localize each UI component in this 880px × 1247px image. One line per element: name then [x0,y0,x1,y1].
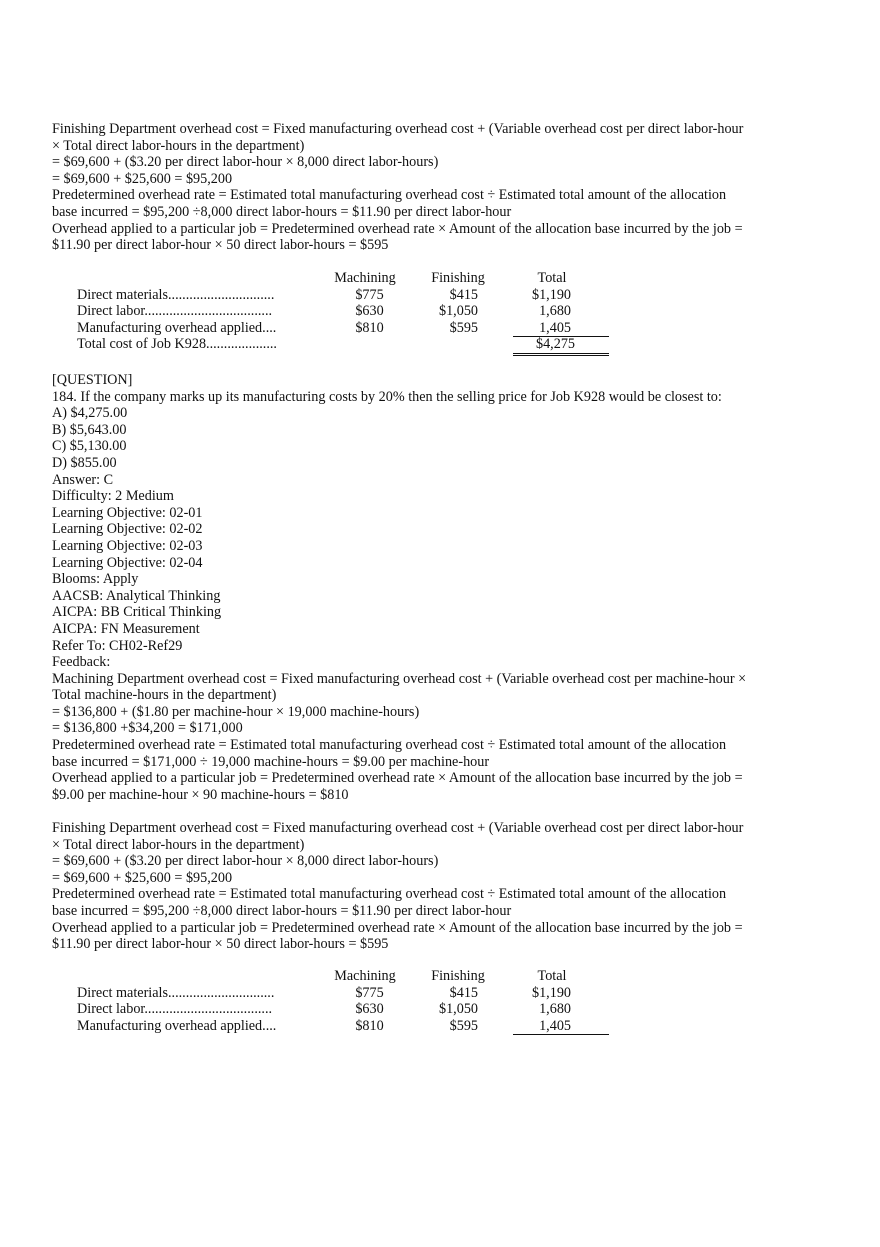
text-line: Predetermined overhead rate = Estimated total manufacturing overhead cost ÷ Estimated total amount of the allocation [52,187,727,204]
text-line: $9.00 per machine-hour × 90 machine-hours = $810 [52,786,349,803]
learning-objective: Learning Objective: 02-01 [52,504,203,521]
text-line: Predetermined overhead rate = Estimated total manufacturing overhead cost ÷ Estimated total amount of the allocation [52,737,727,754]
total-value: 1,680 [539,303,571,320]
header-finishing: Finishing [431,968,485,984]
text-line: base incurred = $95,200 ÷8,000 direct labor-hours = $11.90 per direct labor-hour [52,203,512,220]
total-value: 1,405 [539,1017,571,1034]
aicpa-fn: AICPA: FN Measurement [52,620,200,637]
text-line: $11.90 per direct labor-hour × 50 direct labor-hours = $595 [52,237,389,254]
learning-objective: Learning Objective: 02-03 [52,537,203,554]
row-label: Manufacturing overhead applied.... [77,319,277,336]
row-label: Manufacturing overhead applied.... [77,1017,277,1034]
total-value: 1,680 [539,1001,571,1018]
machining-value: $630 [355,303,384,320]
table-row [0,287,880,304]
text-line: = $136,800 +$34,200 = $171,000 [52,720,243,737]
table-row [0,1018,880,1035]
total-value: $1,190 [531,286,571,303]
total-value: $1,190 [531,984,571,1001]
header-machining: Machining [334,968,396,984]
feedback-label: Feedback: [52,654,111,671]
finishing-value: $595 [449,319,478,336]
machining-value: $810 [355,319,384,336]
text-line: Finishing Department overhead cost = Fixed manufacturing overhead cost + (Variable overhead cost per direct labor-hour [52,121,744,137]
text-line: = $136,800 + ($1.80 per machine-hour × 19,000 machine-hours) [52,703,420,720]
finishing-value: $595 [449,1017,478,1034]
difficulty: Difficulty: 2 Medium [52,488,174,505]
machining-value: $810 [355,1017,384,1034]
aacsb: AACSB: Analytical Thinking [52,587,221,604]
row-label: Total cost of Job K928.................... [77,336,277,353]
machining-value: $775 [355,984,384,1001]
total-value: $4,275 [535,336,575,353]
text-line: base incurred = $171,000 ÷ 19,000 machine-hours = $9.00 per machine-hour [52,753,490,770]
text-line: Overhead applied to a particular job = Predetermined overhead rate × Amount of the allocation base incurred by the job = [52,220,743,237]
aicpa-bb: AICPA: BB Critical Thinking [52,604,222,621]
option-a: A) $4,275.00 [52,405,128,422]
text-line: = $69,600 + $25,600 = $95,200 [52,170,233,187]
table-row-total [0,336,880,353]
row-label: Direct materials.............................. [77,984,275,1001]
text-line: = $69,600 + ($3.20 per direct labor-hour × 8,000 direct labor-hours) [52,154,439,171]
table-header-row [0,968,880,985]
option-c: C) $5,130.00 [52,438,127,455]
text-line: × Total direct labor-hours in the department) [52,836,305,853]
blooms: Blooms: Apply [52,571,139,588]
finishing-value: $1,050 [438,1001,478,1018]
total-value: 1,405 [539,319,571,336]
double-rule-lower [513,355,609,356]
text-line: Finishing Department overhead cost = Fixed manufacturing overhead cost + (Variable overhead cost per direct labor-hour [52,820,744,837]
table-row [0,320,880,337]
table-row [0,1001,880,1018]
finishing-feedback-top [52,121,772,254]
table-header-row [0,270,880,287]
header-finishing: Finishing [431,270,485,286]
answer: Answer: C [52,471,114,488]
text-line: = $69,600 + ($3.20 per direct labor-hour × 8,000 direct labor-hours) [52,853,439,870]
header-total: Total [537,968,567,984]
header-total: Total [537,270,567,286]
subtotal-rule [513,1034,609,1035]
question-text: 184. If the company marks up its manufacturing costs by 20% then the selling price for Job K928 would be closest to: [52,388,722,405]
finishing-value: $415 [449,984,478,1001]
question-block [52,372,772,953]
text-line: Machining Department overhead cost = Fixed manufacturing overhead cost + (Variable overhead cost per machine-hour × [52,670,747,687]
row-label: Direct labor.................................... [77,303,273,320]
text-line: × Total direct labor-hours in the department) [52,137,305,154]
row-label: Direct materials.............................. [77,286,275,303]
machining-value: $775 [355,286,384,303]
text-line: Total machine-hours in the department) [52,687,277,704]
finishing-value: $415 [449,286,478,303]
refer-to: Refer To: CH02-Ref29 [52,637,183,654]
question-tag: [QUESTION] [52,372,133,388]
table-row [0,303,880,320]
text-line: base incurred = $95,200 ÷8,000 direct labor-hours = $11.90 per direct labor-hour [52,903,512,919]
paragraph-gap [52,803,772,820]
option-d: D) $855.00 [52,454,117,471]
text-line: Overhead applied to a particular job = Predetermined overhead rate × Amount of the allocation base incurred by the job = [52,919,743,936]
row-label: Direct labor.................................... [77,1001,273,1018]
learning-objective: Learning Objective: 02-02 [52,521,203,538]
machining-value: $630 [355,1001,384,1018]
option-b: B) $5,643.00 [52,421,127,438]
text-line: Predetermined overhead rate = Estimated total manufacturing overhead cost ÷ Estimated total amount of the allocation [52,886,727,903]
learning-objective: Learning Objective: 02-04 [52,554,203,571]
text-line: Overhead applied to a particular job = Predetermined overhead rate × Amount of the allocation base incurred by the job = [52,770,743,787]
double-rule-upper [513,353,609,354]
header-machining: Machining [334,270,396,286]
text-line: = $69,600 + $25,600 = $95,200 [52,869,233,886]
text-line: $11.90 per direct labor-hour × 50 direct labor-hours = $595 [52,936,389,953]
finishing-value: $1,050 [438,303,478,320]
table-row [0,985,880,1002]
